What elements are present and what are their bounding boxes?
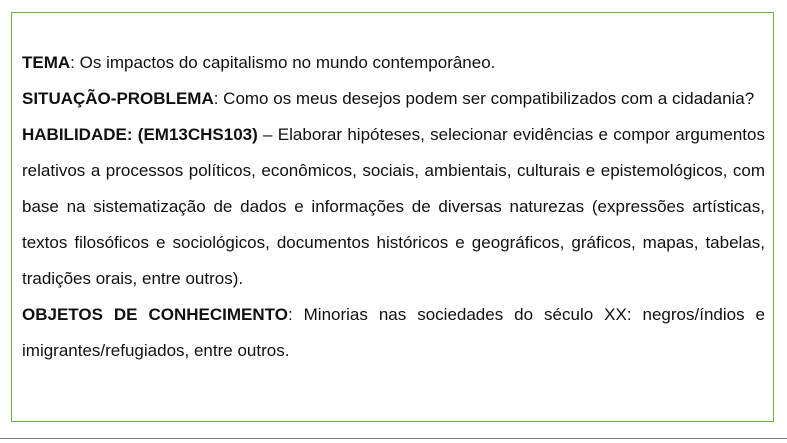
habilidade-label: HABILIDADE: (EM13CHS103) [22,125,258,144]
document-frame [11,12,774,422]
tema-paragraph [22,45,765,81]
tema-text: : Os impactos do capitalismo no mundo contemporâneo. [70,53,496,72]
situacao-problema-text: : Como os meus desejos podem ser compatibilizados com a cidadania? [213,89,755,108]
situacao-problema-label: SITUAÇÃO-PROBLEMA [22,89,214,108]
bottom-divider [0,438,787,439]
objetos-de-conhecimento-text: : Minorias nas sociedades do século XX: negros/índios e imigrantes/refugiados, entre outros. [22,305,765,360]
objetos-de-conhecimento-label: OBJETOS DE CONHECIMENTO [22,305,288,324]
habilidade-paragraph [22,117,765,297]
document-content [22,45,765,369]
situacao-problema-paragraph [22,81,765,117]
tema-label: TEMA [22,53,71,72]
objetos-de-conhecimento-paragraph [22,297,765,369]
habilidade-text: – Elaborar hipóteses, selecionar evidências e compor argumentos relativos a processos políticos, econômicos, sociais, ambientais, culturais e epistemológicos, com base na sistematização de dados e informações de diversas naturezas (expressões artísticas, textos filosóficos e sociológicos, documentos históricos e geográficos, gráficos, mapas, tabelas, tradições orais, entre outros). [22,125,765,288]
